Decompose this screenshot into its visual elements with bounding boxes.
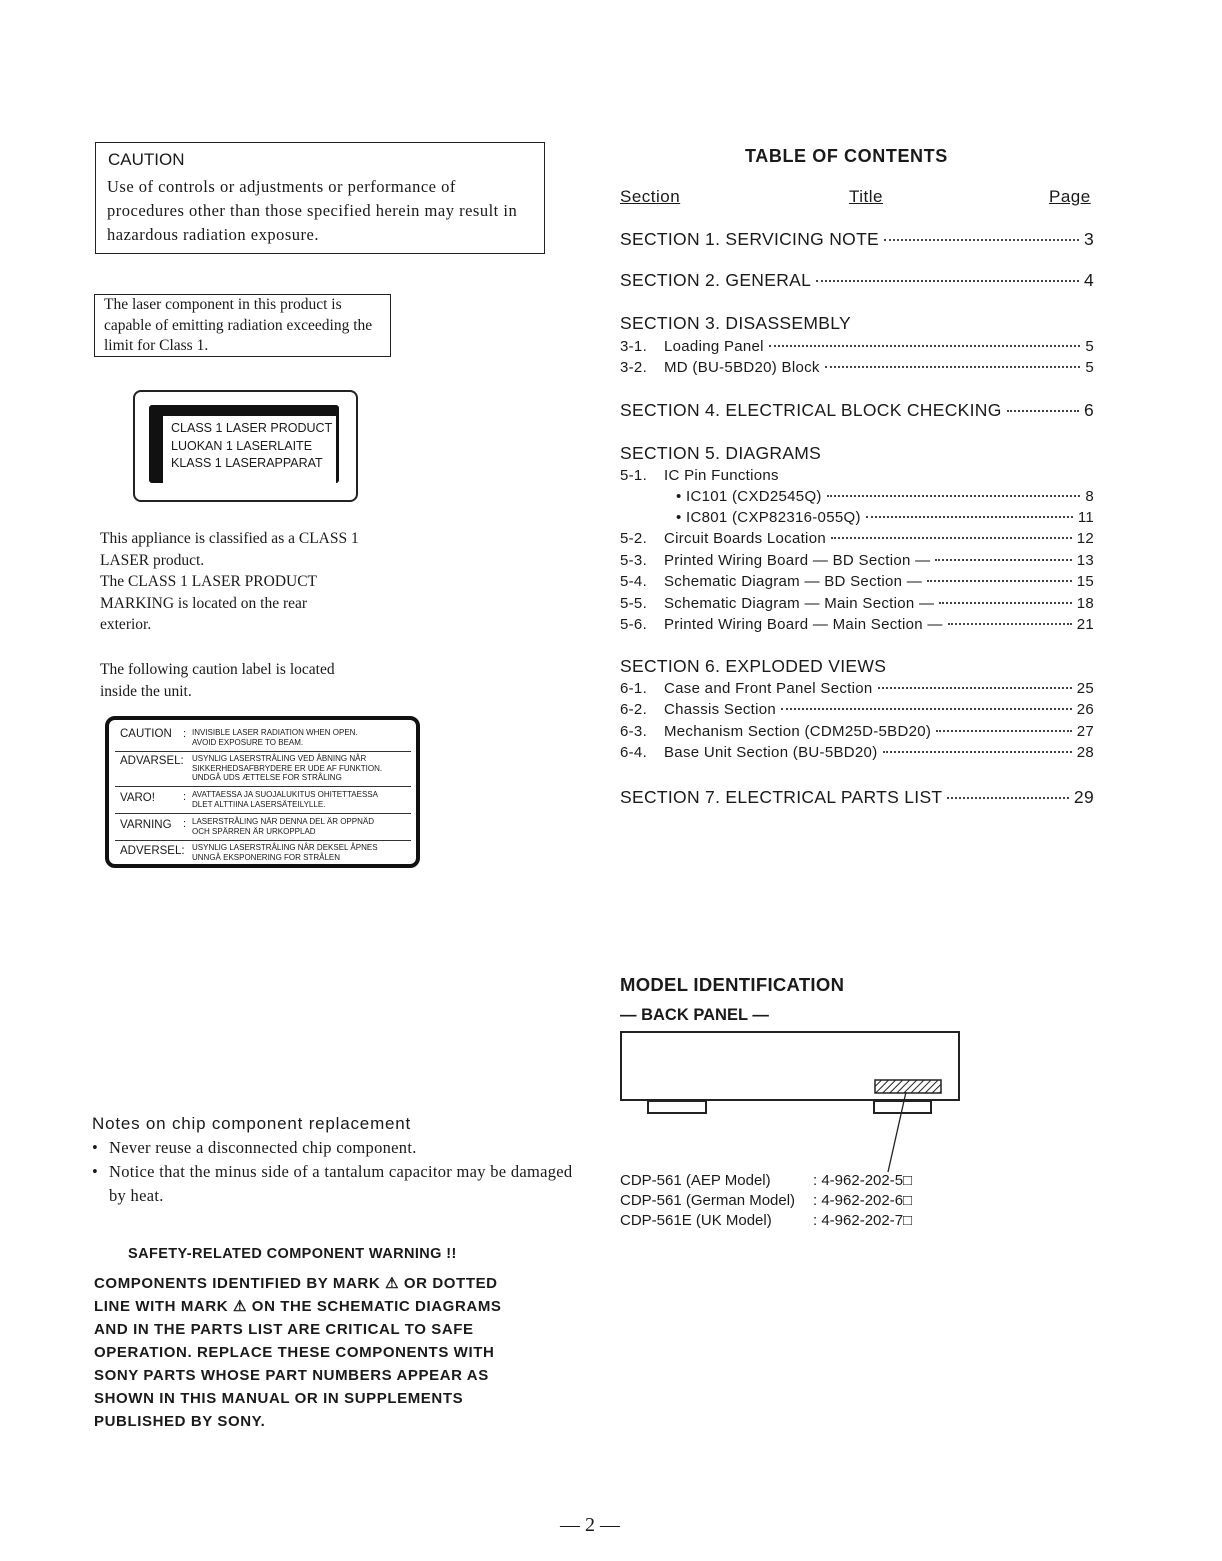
toc-subentry[interactable]: 6-3. Mechanism Section (CDM25D-5BD20) 27: [620, 723, 1094, 740]
caution-label-text: USYNLIG LASERSTRÅLING VED ÅBNING NÅR SIKKERHEDSAFBRYDERE ER UDE AF FUNKTION. UNDGÅ UDS ÆTTELSE FOR STRÅLING: [192, 754, 383, 782]
safety-line: PUBLISHED BY SONY.: [94, 1413, 266, 1430]
toc-header-section: Section: [620, 187, 681, 206]
toc-title: TABLE OF CONTENTS: [745, 146, 948, 166]
safety-line: OPERATION. REPLACE THESE COMPONENTS WITH: [94, 1344, 495, 1361]
classification-line: The CLASS 1 LASER PRODUCT: [100, 573, 318, 590]
class1-label-frame: [149, 405, 339, 483]
caution-label-row: VARNING : LASERSTRÅLING NÄR DENNA DEL ÄR OPPNÄD OCH SPÄRREN ÄR URKOPPLAD: [115, 814, 411, 841]
chip-notes-title: Notes on chip component replacement: [92, 1114, 412, 1133]
classification-line: LASER product.: [100, 551, 205, 569]
safety-line: LINE WITH MARK ⚠ ON THE SCHEMATIC DIAGRAMS: [94, 1298, 502, 1315]
chip-component-notes: [92, 1114, 582, 1208]
back-panel-subtitle: — BACK PANEL —: [620, 1006, 769, 1024]
location-line: The following caution label is located: [100, 661, 335, 678]
laser-note-box: [94, 294, 391, 357]
toc-subentry[interactable]: 5-3. Printed Wiring Board — BD Section — 13: [620, 552, 1094, 569]
list-item: • Notice that the minus side of a tantalum capacitor may be damaged by heat.: [92, 1162, 573, 1205]
caution-label-row: [115, 841, 411, 865]
caution-label-text: AVATTAESSA JA SUOJALUKITUS OHITETTAESSA DLET ALTTIINA LASERSÄTEILYLLE.: [192, 790, 378, 809]
caution-box: [95, 142, 545, 254]
caution-label-location: [100, 659, 400, 702]
caution-body: Use of controls or adjustments or performance of procedures other than those specified herein may result in hazardous radiation exposure.: [107, 177, 518, 244]
caution-label-text: USYNLIG LASERSTRÅLING NÅR DEKSEL ÅPNES UNNGÅ EKSPONERING FOR STRÅLEN: [192, 843, 378, 862]
caution-label-row: VARO! : AVATTAESSA JA SUOJALUKITUS OHITETTAESSA DLET ALTTIINA LASERSÄTEILYLLE.: [115, 787, 411, 814]
internal-caution-label: [105, 716, 420, 868]
safety-warning-body: [94, 1272, 534, 1433]
caution-label-key: CAUTION: [120, 728, 172, 740]
caution-label-key: ADVARSEL:: [120, 755, 184, 767]
class1-label-line: LUOKAN 1 LASERLAITE: [171, 438, 313, 453]
caution-label-row: [115, 752, 411, 787]
left-foot: [648, 1101, 706, 1113]
toc-subentry[interactable]: 6-1. Case and Front Panel Section 25: [620, 680, 1094, 697]
model-name: CDP-561 (AEP Model): [620, 1172, 771, 1189]
toc-subentry[interactable]: 5-5. Schematic Diagram — Main Section — 18: [620, 595, 1094, 612]
classification-line: exterior.: [100, 616, 152, 633]
toc-section-heading[interactable]: SECTION 6. EXPLODED VIEWS: [620, 656, 887, 676]
class1-label-line: KLASS 1 LASERAPPARAT: [171, 456, 323, 470]
caution-label-row: CAUTION : INVISIBLE LASER RADIATION WHEN OPEN. AVOID EXPOSURE TO BEAM.: [115, 723, 411, 752]
class1-label-line: CLASS 1 LASER PRODUCT: [171, 421, 333, 435]
caution-label-text: INVISIBLE LASER RADIATION WHEN OPEN. AVOID EXPOSURE TO BEAM.: [192, 728, 358, 747]
safety-line: COMPONENTS IDENTIFIED BY MARK ⚠ OR DOTTED: [94, 1275, 498, 1292]
toc-subentry[interactable]: 3-2. MD (BU-5BD20) Block 5: [620, 359, 1094, 376]
chip-notes-list: [92, 1136, 582, 1208]
caution-label-key: VARNING: [120, 819, 172, 831]
toc-subentry[interactable]: 6-2. Chassis Section 26: [620, 701, 1094, 718]
safety-line: AND IN THE PARTS LIST ARE CRITICAL TO SAFE: [94, 1321, 474, 1338]
toc-subentry[interactable]: 6-4. Base Unit Section (BU-5BD20) 28: [620, 744, 1094, 761]
location-line: inside the unit.: [100, 682, 192, 700]
toc-subentry[interactable]: • IC801 (CXP82316-055Q) 11: [676, 509, 1094, 526]
back-panel-feet-and-label: [610, 1068, 970, 1178]
toc-entry[interactable]: SECTION 4. ELECTRICAL BLOCK CHECKING 6: [620, 400, 1094, 420]
caution-label-text: LASERSTRÅLING NÄR DENNA DEL ÄR OPPNÄD OCH SPÄRREN ÄR URKOPPLAD: [192, 817, 374, 836]
toc-entry[interactable]: SECTION 1. SERVICING NOTE 3: [620, 229, 1094, 249]
toc-entry[interactable]: SECTION 2. GENERAL 4: [620, 270, 1094, 290]
classification-line: MARKING is located on the rear: [100, 594, 308, 612]
caution-label-key: VARO!: [120, 792, 155, 804]
toc-subentry[interactable]: 5-1. IC Pin Functions: [620, 467, 779, 484]
model-label-sticker: [875, 1080, 941, 1093]
toc-header-page: Page: [1049, 187, 1091, 206]
classification-line: This appliance is classified as a CLASS 1: [100, 530, 359, 547]
safety-warning-title: SAFETY-RELATED COMPONENT WARNING !!: [128, 1246, 457, 1262]
toc-entry[interactable]: SECTION 7. ELECTRICAL PARTS LIST 29: [620, 787, 1094, 807]
model-code: : 4-962-202-7□: [813, 1212, 913, 1229]
caution-title: CAUTION: [108, 150, 185, 169]
model-identification-title: MODEL IDENTIFICATION: [620, 974, 845, 995]
model-code: : 4-962-202-6□: [813, 1192, 913, 1209]
toc-subentry[interactable]: • IC101 (CXD2545Q) 8: [676, 488, 1094, 505]
model-code: : 4-962-202-5□: [813, 1172, 913, 1189]
list-item: • Never reuse a disconnected chip component.: [92, 1138, 417, 1157]
toc-subentry[interactable]: 3-1. Loading Panel 5: [620, 338, 1094, 355]
toc-subentry[interactable]: 5-6. Printed Wiring Board — Main Section — 21: [620, 616, 1094, 633]
classification-paragraph: [100, 528, 400, 636]
toc-subentry[interactable]: 5-2. Circuit Boards Location 12: [620, 530, 1094, 547]
safety-line: SHOWN IN THIS MANUAL OR IN SUPPLEMENTS: [94, 1390, 464, 1407]
toc-subentry[interactable]: 5-4. Schematic Diagram — BD Section — 15: [620, 573, 1094, 590]
page-number: — 2 —: [560, 1514, 620, 1536]
class1-label-text: [163, 416, 336, 486]
caution-label-key: ADVERSEL:: [120, 845, 185, 857]
toc-header-title: Title: [849, 187, 883, 206]
toc-section-heading[interactable]: SECTION 5. DIAGRAMS: [620, 443, 822, 463]
model-name: CDP-561E (UK Model): [620, 1212, 772, 1229]
model-name: CDP-561 (German Model): [620, 1192, 796, 1209]
class1-laser-label: [133, 390, 358, 502]
toc-section-heading[interactable]: SECTION 3. DISASSEMBLY: [620, 313, 851, 333]
laser-note-text: The laser component in this product is capable of emitting radiation exceeding the limit for Class 1.: [104, 296, 373, 354]
safety-line: SONY PARTS WHOSE PART NUMBERS APPEAR AS: [94, 1367, 489, 1384]
